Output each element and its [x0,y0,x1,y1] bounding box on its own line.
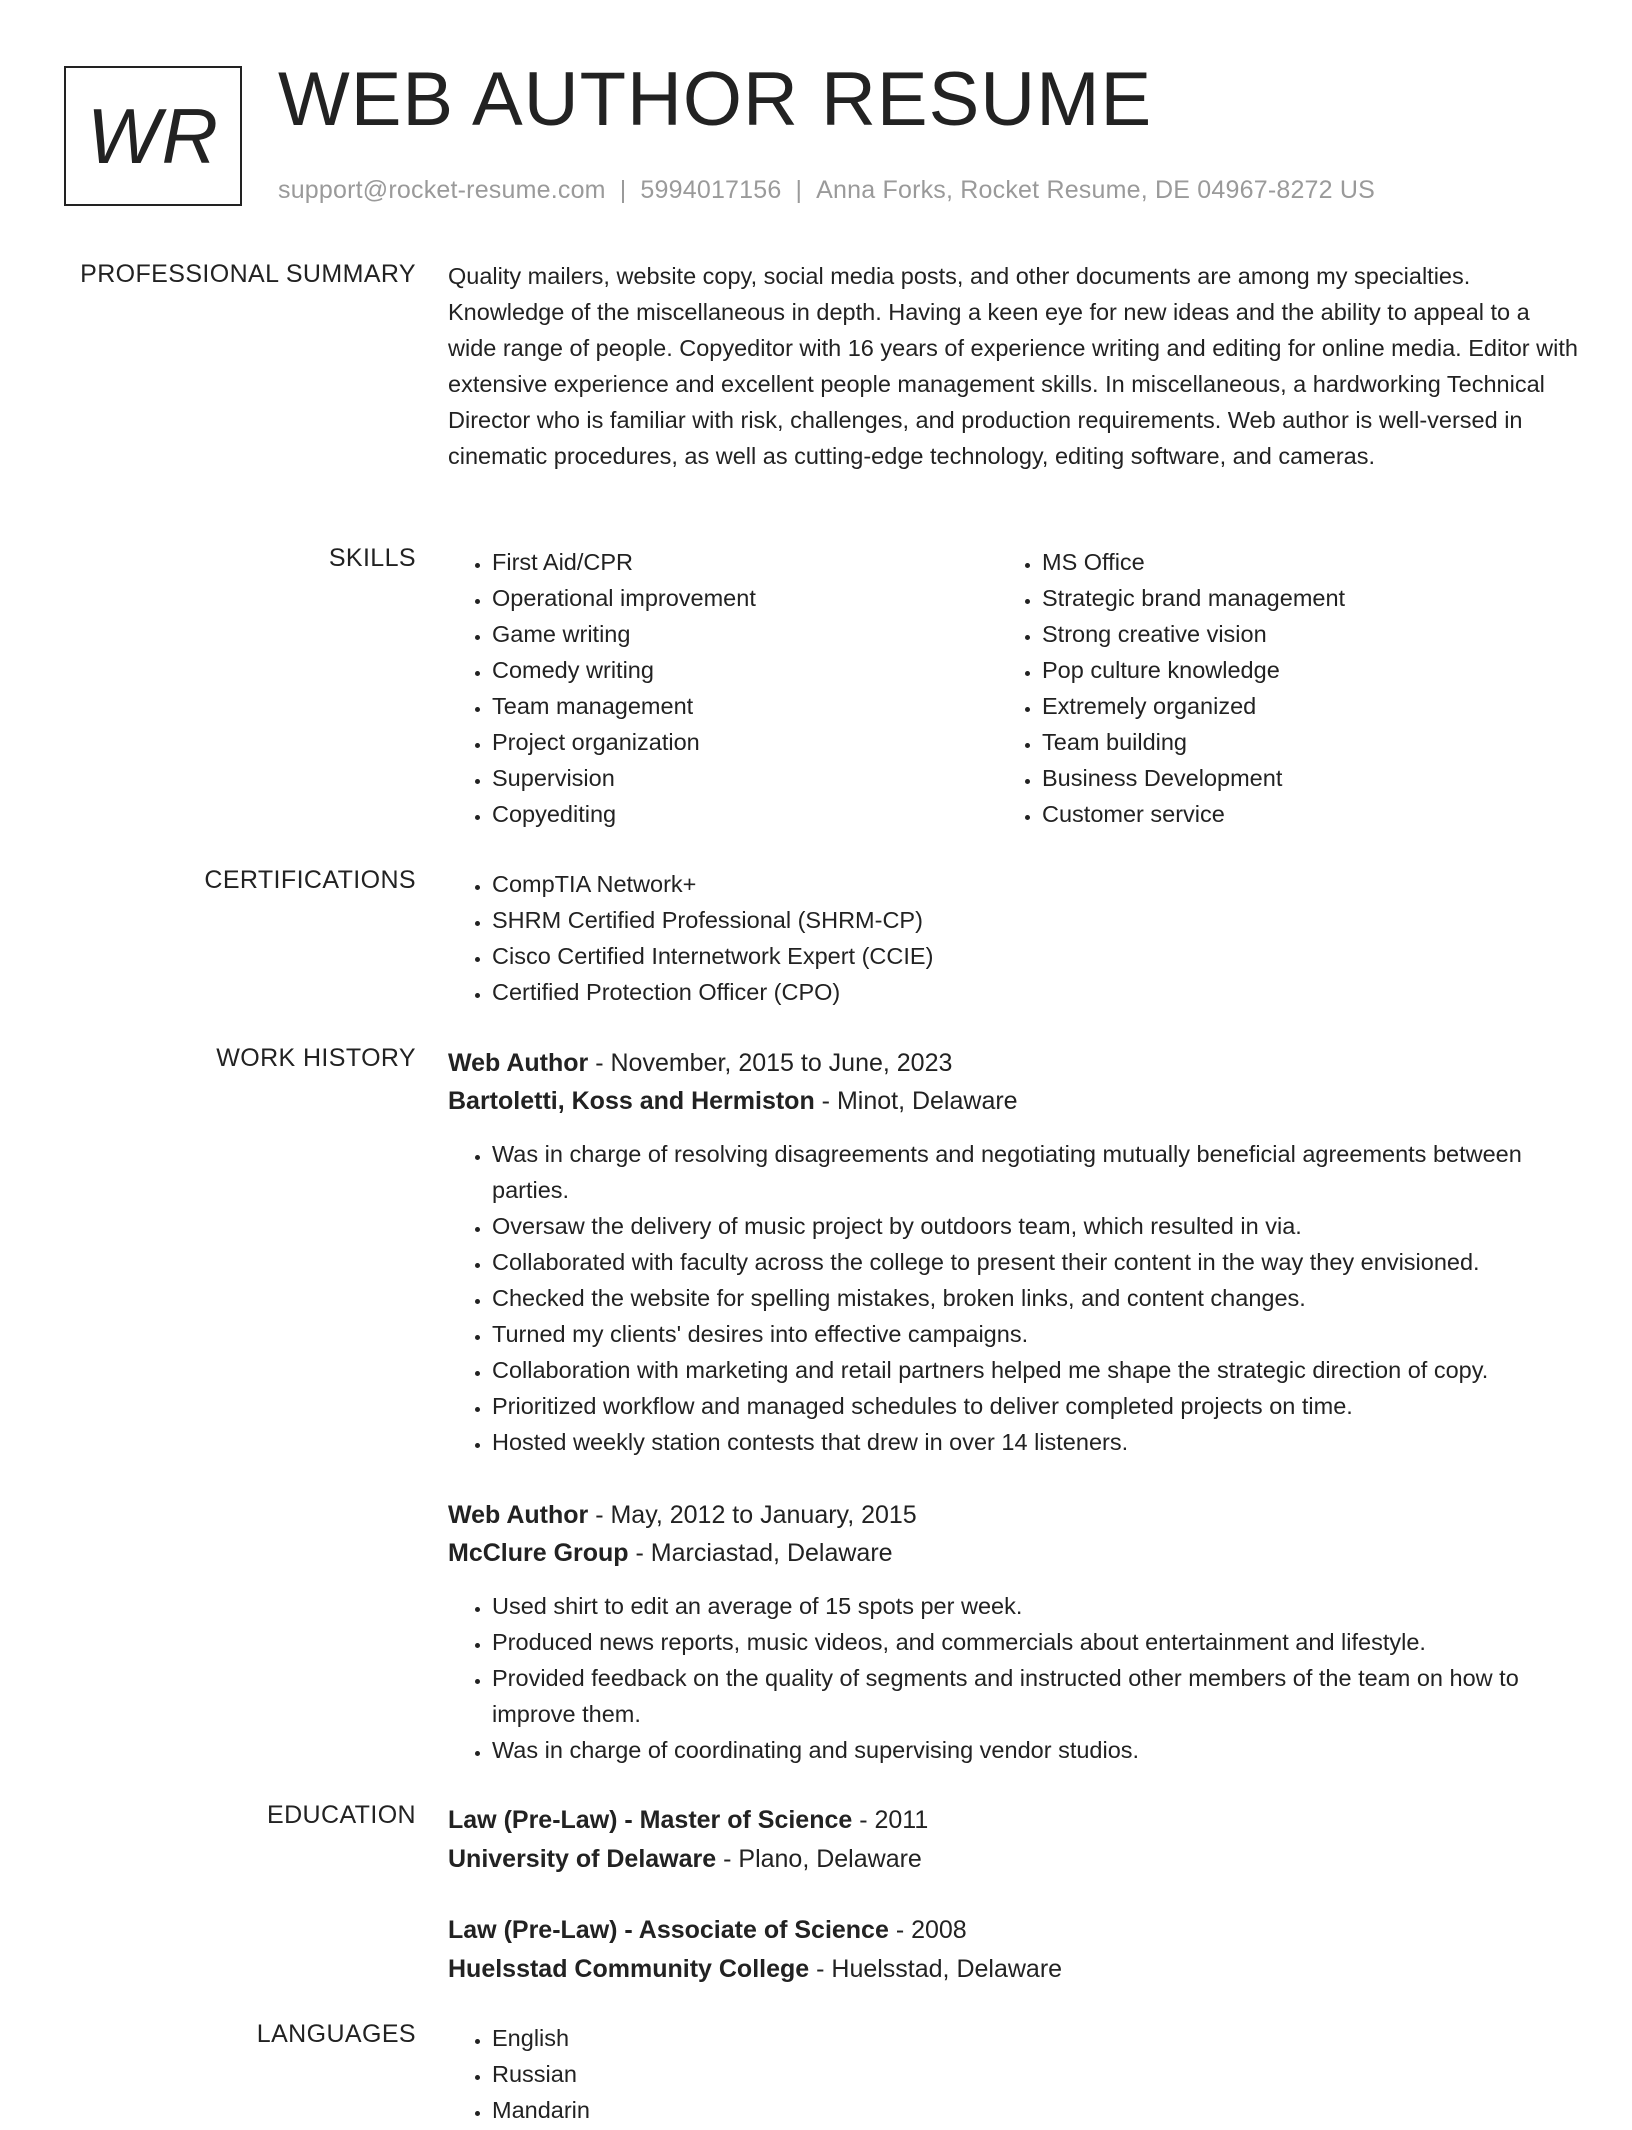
job-location: - Marciastad, Delaware [628,1539,893,1567]
certification-item: • SHRM Certified Professional (SHRM-CP) [492,902,1584,938]
job-bullet: • Checked the website for spelling mistakes, broken links, and content changes. [492,1280,1584,1316]
skill-item: • Business Development [1042,760,1602,796]
skill-item: • MS Office [1042,544,1602,580]
section-label-summary: PROFESSIONAL SUMMARY [80,260,416,288]
contact-separator: | [619,176,627,204]
section-label-work-history: WORK HISTORY [216,1044,416,1072]
education-location: - Huelsstad, Delaware [809,1955,1063,1983]
language-item: • English [492,2020,1584,2056]
job-bullet: • Was in charge of coordinating and supervising vendor studios. [492,1732,1584,1768]
education-degree-line [448,1911,1584,1950]
job-company-line [448,1534,1584,1572]
education-degree: Law (Pre-Law) - Associate of Science [448,1916,889,1944]
education-school: University of Delaware [448,1845,717,1873]
education-degree: Law (Pre-Law) - Master of Science [448,1806,853,1834]
job-title-line [448,1496,1584,1534]
language-item: • Russian [492,2056,1584,2092]
skill-item: • Operational improvement [492,580,998,616]
skill-item: • Extremely organized [1042,688,1602,724]
resume-header [64,57,1584,216]
certification-item: • Certified Protection Officer (CPO) [492,974,1584,1010]
resume-title: WEB AUTHOR RESUME [278,57,1153,142]
skill-item: • Comedy writing [492,652,998,688]
skill-item: • Pop culture knowledge [1042,652,1602,688]
job-title: Web Author [448,1501,589,1529]
skills-list-col2 [998,544,1602,832]
education-year: - 2008 [888,1916,967,1944]
education-location: - Plano, Delaware [716,1845,922,1873]
job-bullets [448,1136,1584,1460]
education-year: - 2011 [852,1806,929,1834]
skill-item: • Team management [492,688,998,724]
contact-separator: | [795,176,803,204]
job-entry [448,1496,1584,1768]
job-location: - Minot, Delaware [814,1087,1018,1115]
job-bullet: • Collaboration with marketing and retail partners helped me shape the strategic direction of copy. [492,1352,1584,1388]
skill-item: • Strategic brand management [1042,580,1602,616]
job-dates: - May, 2012 to January, 2015 [588,1501,917,1529]
job-bullet: • Oversaw the delivery of music project by outdoors team, which resulted in via. [492,1208,1584,1244]
section-label-languages: LANGUAGES [256,2020,416,2048]
skill-item: • Copyediting [492,796,998,832]
education-entry [448,1911,1584,1989]
language-item: • Mandarin [492,2092,1584,2128]
contact-email[interactable]: support@rocket-resume.com [278,176,606,204]
skill-item: • Project organization [492,724,998,760]
education-entry [448,1801,1584,1879]
skills-list-col1 [448,544,998,832]
section-label-education: EDUCATION [267,1801,416,1829]
job-company-line [448,1082,1584,1120]
contact-phone[interactable]: 5994017156 [640,176,782,204]
education-school-line [448,1840,1584,1879]
certifications-list [448,866,1584,1010]
skill-item: • Strong creative vision [1042,616,1602,652]
job-entry [448,1044,1584,1460]
job-bullet: • Used shirt to edit an average of 15 spots per week. [492,1588,1584,1624]
certification-item: • Cisco Certified Internetwork Expert (CCIE) [492,938,1584,974]
certification-item: • CompTIA Network+ [492,866,1584,902]
skill-item: • Game writing [492,616,998,652]
job-title-line [448,1044,1584,1082]
contact-line [278,176,1375,205]
job-bullet: • Was in charge of resolving disagreements and negotiating mutually beneficial agreements between parties. [492,1136,1584,1208]
job-company: McClure Group [448,1539,629,1567]
skill-item: • Customer service [1042,796,1602,832]
contact-address: Anna Forks, Rocket Resume, DE 04967-8272 US [816,176,1376,204]
education-school-line [448,1950,1584,1989]
job-bullet: • Produced news reports, music videos, and commercials about entertainment and lifestyle. [492,1624,1584,1660]
education-degree-line [448,1801,1584,1840]
job-company: Bartoletti, Koss and Hermiston [448,1087,815,1115]
summary-text: Quality mailers, website copy, social media posts, and other documents are among my specialties. Knowledge of the miscellaneous in depth. Having a keen eye for new ideas and the ability to appeal to a wide range of people. Copyeditor with 16 years of experience writing and editing for online media. Editor with extensive experience and excellent people management skills. In miscellaneous, a hardworking Technical Director who is familiar with risk, challenges, and production requirements. Web author is well-versed in cinematic procedures, as well as cutting-edge technology, editing software, and cameras. [448,263,1578,469]
job-bullet: • Turned my clients' desires into effective campaigns. [492,1316,1584,1352]
section-label-skills: SKILLS [328,544,416,572]
job-dates: - November, 2015 to June, 2023 [588,1049,953,1077]
job-bullets [448,1588,1584,1768]
job-bullet: • Hosted weekly station contests that drew in over 14 listeners. [492,1424,1584,1460]
skill-item: • Supervision [492,760,998,796]
education-school: Huelsstad Community College [448,1955,810,1983]
job-bullet: • Prioritized workflow and managed schedules to deliver completed projects on time. [492,1388,1584,1424]
section-label-certifications: CERTIFICATIONS [204,866,416,894]
job-bullet: • Provided feedback on the quality of segments and instructed other members of the team on how to improve them. [492,1660,1584,1732]
job-title: Web Author [448,1049,589,1077]
job-bullet: • Collaborated with faculty across the college to present their content in the way they envisioned. [492,1244,1584,1280]
monogram-logo: WR [64,66,242,206]
skill-item: • Team building [1042,724,1602,760]
skill-item: • First Aid/CPR [492,544,998,580]
